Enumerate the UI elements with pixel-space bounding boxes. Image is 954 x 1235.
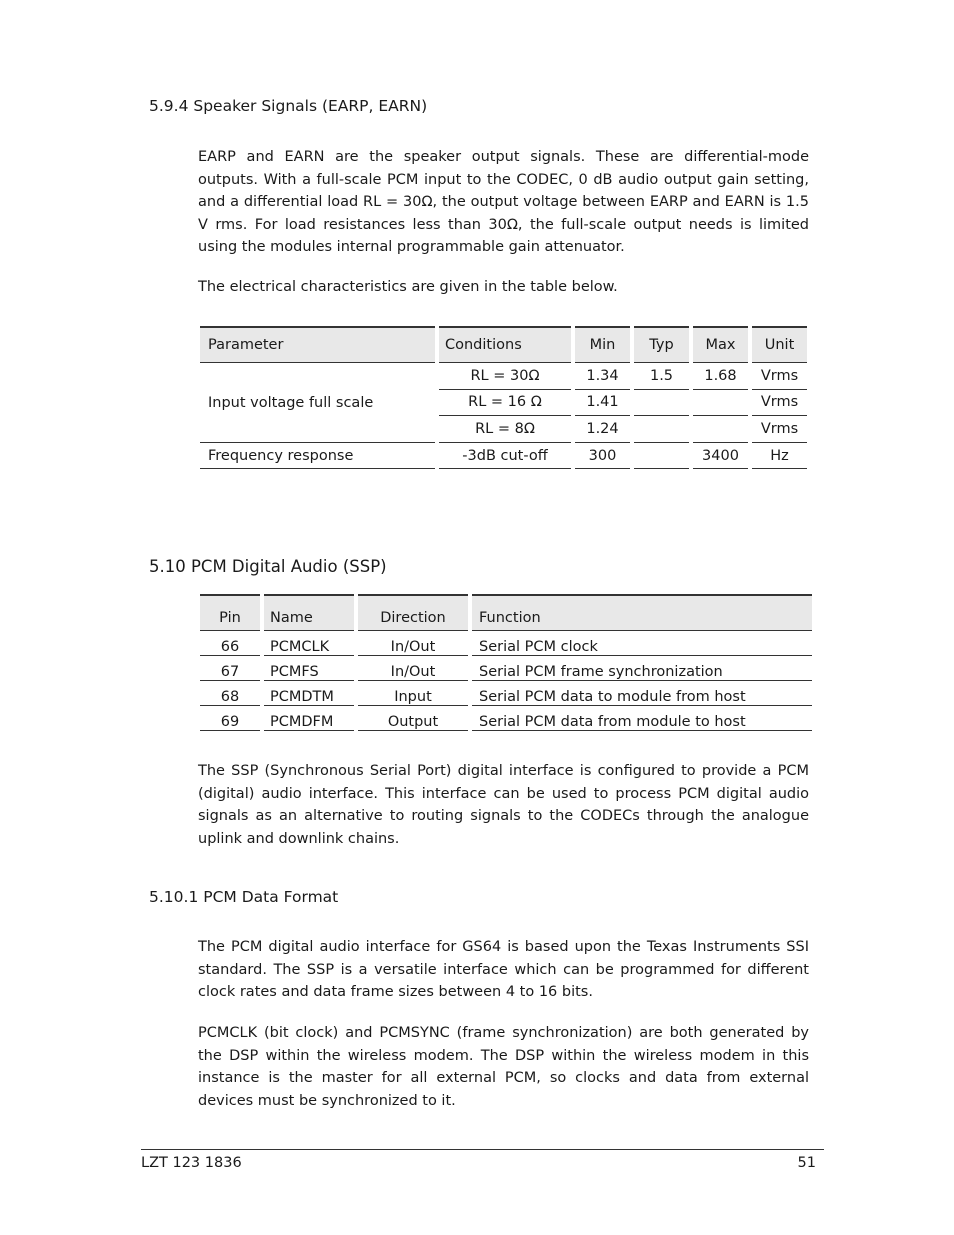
- cell-typ: [634, 390, 689, 417]
- cell-unit: Vrms: [752, 416, 807, 443]
- table-row: [200, 681, 812, 706]
- cell-name: PCMCLK: [264, 631, 354, 656]
- table-header-row: [200, 326, 807, 363]
- header-min: Min: [575, 326, 630, 363]
- section-heading-5-10: 5.10 PCM Digital Audio (SSP): [149, 557, 387, 576]
- header-pin: Pin: [200, 594, 260, 631]
- cell-min: 1.41: [575, 390, 630, 417]
- cell-function: Serial PCM data to module from host: [472, 681, 812, 706]
- header-max: Max: [693, 326, 748, 363]
- cell-function: Serial PCM clock: [472, 631, 812, 656]
- cell-direction: In/Out: [358, 656, 468, 681]
- section-heading-5-10-1: 5.10.1 PCM Data Format: [149, 888, 339, 906]
- cell-min: 1.34: [575, 363, 630, 390]
- cell-max: [693, 416, 748, 443]
- cell-conditions: RL = 16 Ω: [439, 390, 571, 417]
- cell-pin: 66: [200, 631, 260, 656]
- table-row: [200, 656, 812, 681]
- cell-unit: Vrms: [752, 390, 807, 417]
- footer-divider: [141, 1149, 824, 1150]
- cell-max: 1.68: [693, 363, 748, 390]
- header-typ: Typ: [634, 326, 689, 363]
- cell-name: PCMFS: [264, 656, 354, 681]
- header-name: Name: [264, 594, 354, 631]
- cell-function: Serial PCM data from module to host: [472, 706, 812, 731]
- cell-pin: 67: [200, 656, 260, 681]
- cell-max: [693, 390, 748, 417]
- footer-doc-id: LZT 123 1836: [141, 1155, 242, 1171]
- table-header-row: [200, 594, 812, 631]
- speaker-description-paragraph: EARP and EARN are the speaker output signals. These are differential-mode outputs. With a full-scale PCM input to the CODEC, 0 dB audio output gain setting, and a differential load RL = 30Ω, the output voltage between EARP and EARN is 1.5 V rms. For load resistances less than 30Ω, the full-scale output needs is limited using the modules internal programmable gain attenuator.: [198, 149, 809, 256]
- cell-max: 3400: [693, 443, 748, 469]
- header-function: Function: [472, 594, 812, 631]
- cell-unit: Hz: [752, 443, 807, 469]
- cell-conditions: RL = 8Ω: [439, 416, 571, 443]
- cell-pin: 69: [200, 706, 260, 731]
- cell-direction: In/Out: [358, 631, 468, 656]
- table-row: [200, 363, 807, 390]
- table-row: [200, 443, 807, 469]
- cell-name: PCMDFM: [264, 706, 354, 731]
- param-frequency-response: Frequency response: [200, 443, 435, 469]
- cell-pin: 68: [200, 681, 260, 706]
- cell-name: PCMDTM: [264, 681, 354, 706]
- cell-typ: [634, 416, 689, 443]
- cell-min: 1.24: [575, 416, 630, 443]
- footer-page-number: 51: [797, 1155, 816, 1171]
- table-row: [200, 706, 812, 731]
- speaker-characteristics-table: [196, 326, 811, 469]
- pin-table: [196, 594, 816, 731]
- table-row: [200, 631, 812, 656]
- cell-unit: Vrms: [752, 363, 807, 390]
- cell-direction: Output: [358, 706, 468, 731]
- cell-conditions: -3dB cut-off: [439, 443, 571, 469]
- cell-direction: Input: [358, 681, 468, 706]
- cell-typ: [634, 443, 689, 469]
- header-conditions: Conditions: [439, 326, 571, 363]
- cell-conditions: RL = 30Ω: [439, 363, 571, 390]
- header-unit: Unit: [752, 326, 807, 363]
- param-input-voltage: Input voltage full scale: [200, 363, 435, 443]
- pcm-format-paragraph-2: PCMCLK (bit clock) and PCMSYNC (frame synchronization) are both generated by the DSP within the wireless modem. The DSP within the wireless modem in this instance is the master for all external PCM, so clocks and data from external devices must be synchronized to it.: [198, 1025, 809, 1109]
- cell-min: 300: [575, 443, 630, 469]
- cell-typ: 1.5: [634, 363, 689, 390]
- table-intro-paragraph: The electrical characteristics are given in the table below.: [198, 279, 618, 295]
- header-direction: Direction: [358, 594, 468, 631]
- pcm-format-paragraph-1: The PCM digital audio interface for GS64 is based upon the Texas Instruments SSI standard. The SSP is a versatile interface which can be programmed for different clock rates and data frame sizes between 4 to 16 bits.: [198, 939, 809, 1001]
- section-heading-5-9-4: 5.9.4 Speaker Signals (EARP, EARN): [149, 97, 428, 115]
- cell-function: Serial PCM frame synchronization: [472, 656, 812, 681]
- header-parameter: Parameter: [200, 326, 435, 363]
- ssp-description-paragraph: The SSP (Synchronous Serial Port) digital interface is configured to provide a PCM (digital) audio interface. This interface can be used to process PCM digital audio signals as an alternative to routing signals to the CODECs through the analogue uplink and downlink chains.: [198, 763, 809, 847]
